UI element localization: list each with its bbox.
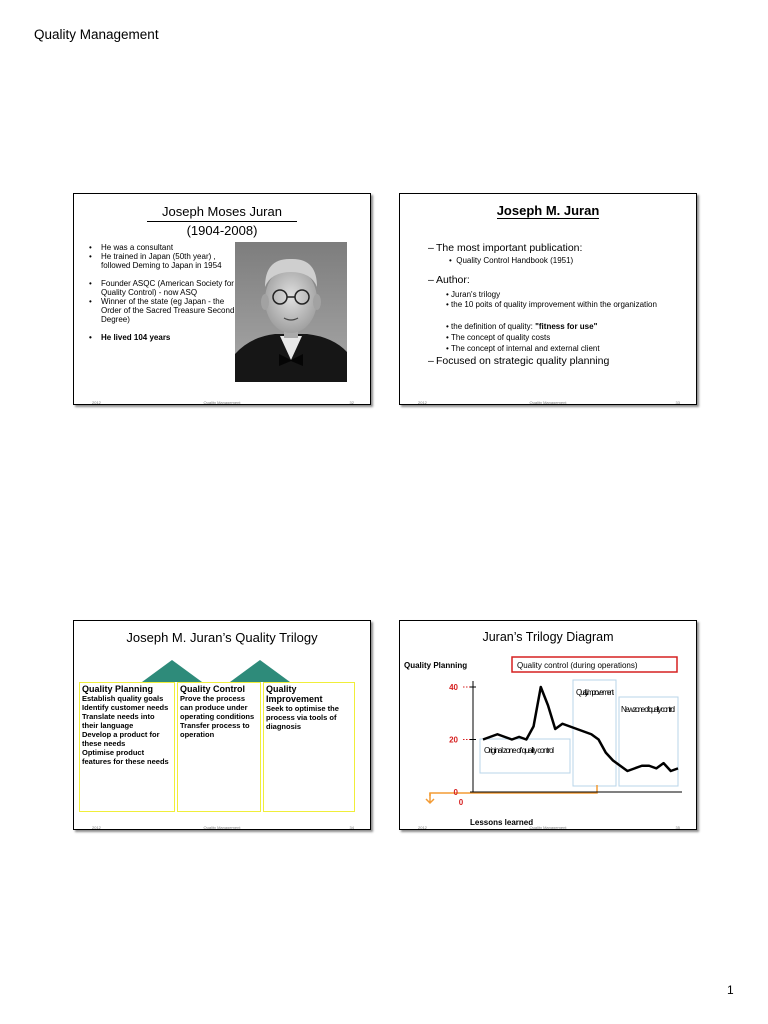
section-publication: – The most important publication: bbox=[428, 242, 583, 254]
footer-page: 32 bbox=[349, 400, 354, 405]
footer-course: Quality Management bbox=[203, 825, 241, 830]
list-item: • Winner of the state (eg Japan - the Order of the Sacred Treasure Second Degree) bbox=[88, 297, 236, 324]
label-quality-planning: Quality Planning bbox=[404, 661, 468, 670]
section-focus: – Focused on strategic quality planning bbox=[428, 355, 610, 367]
slide-title bbox=[74, 203, 370, 240]
list-item: • the definition of quality: "fitness for use" bbox=[446, 322, 598, 331]
y-tick-label: 40 bbox=[449, 683, 458, 692]
label-quality-control: Quality control (during operations) bbox=[517, 661, 638, 670]
title-name: Joseph Moses Juran bbox=[147, 203, 297, 222]
footer-page: 34 bbox=[349, 825, 354, 830]
trilogy-box-control: Quality Control Prove the process can produce under operating conditions Transfer process to operation bbox=[177, 682, 261, 812]
footer-year: 2012 bbox=[418, 825, 427, 830]
slide-title: Joseph M. Juran bbox=[496, 203, 600, 218]
list-item: • The concept of quality costs bbox=[446, 333, 551, 342]
zone-box-original bbox=[480, 739, 570, 773]
footer-year: 2012 bbox=[92, 825, 101, 830]
slide-trilogy-diagram bbox=[399, 620, 697, 830]
bio-list bbox=[88, 243, 236, 342]
series-line bbox=[483, 687, 678, 771]
chart-axes bbox=[449, 681, 682, 807]
label-original-zone bbox=[484, 746, 554, 755]
label-new-zone: New zone of quality control bbox=[621, 705, 675, 714]
footer-course: Quality Management bbox=[529, 400, 567, 405]
slide-juran-contributions bbox=[399, 193, 697, 405]
footer-year: 2012 bbox=[92, 400, 101, 405]
list-item: • Quality Control Handbook (1951) bbox=[449, 256, 574, 265]
page-number: 1 bbox=[727, 983, 734, 997]
list-item: • the 10 poits of quality improvement within the organization bbox=[446, 300, 657, 309]
y-tick-label: 20 bbox=[449, 735, 458, 745]
title-years: (1904-2008) bbox=[186, 223, 258, 238]
list-item: • He was a consultant bbox=[88, 243, 236, 252]
label-lessons-learned: Lessons learned bbox=[470, 818, 534, 827]
y-tick-label: 0 bbox=[453, 788, 458, 797]
chart-marks bbox=[483, 687, 678, 771]
footer-course: Quality Management bbox=[529, 825, 567, 830]
list-item: • Juran's trilogy bbox=[446, 290, 501, 299]
label-original-zone-line: Original zone of quality control bbox=[484, 746, 554, 755]
trilogy-chart bbox=[400, 621, 696, 829]
triangle-shape bbox=[142, 660, 202, 682]
page-header: Quality Management bbox=[34, 27, 159, 42]
slide-title: Juran’s Trilogy Diagram bbox=[482, 630, 614, 644]
footer-year: 2012 bbox=[418, 400, 427, 405]
list-item: • He trained in Japan (50th year) , followed Deming to Japan in 1954 bbox=[88, 252, 236, 270]
trilogy-box-improvement: Quality Improvement Seek to optimise the process via tools of diagnosis bbox=[263, 682, 355, 812]
list-item: • Founder ASQC (American Society for Quality Control) - now ASQ bbox=[88, 279, 236, 297]
footer-page: 35 bbox=[675, 825, 680, 830]
slide-title: Joseph M. Juran’s Quality Trilogy bbox=[126, 630, 318, 645]
trilogy-box-planning: Quality Planning Establish quality goals Identify customer needs Translate needs into their language Develop a product for these needs Optimise product features for these needs bbox=[79, 682, 175, 812]
slide-quality-trilogy bbox=[73, 620, 371, 830]
slide-juran-bio bbox=[73, 193, 371, 405]
origin-label: 0 bbox=[458, 798, 464, 807]
footer-course: Quality Management bbox=[203, 400, 241, 405]
list-item: • The concept of internal and external client bbox=[446, 344, 600, 353]
juran-portrait bbox=[235, 242, 347, 382]
triangle-shape bbox=[230, 660, 290, 682]
section-author: – Author: bbox=[428, 274, 470, 286]
label-improvement: Quality improve-ment bbox=[576, 688, 614, 697]
footer-page: 33 bbox=[675, 400, 680, 405]
list-item: • He lived 104 years bbox=[88, 333, 236, 342]
